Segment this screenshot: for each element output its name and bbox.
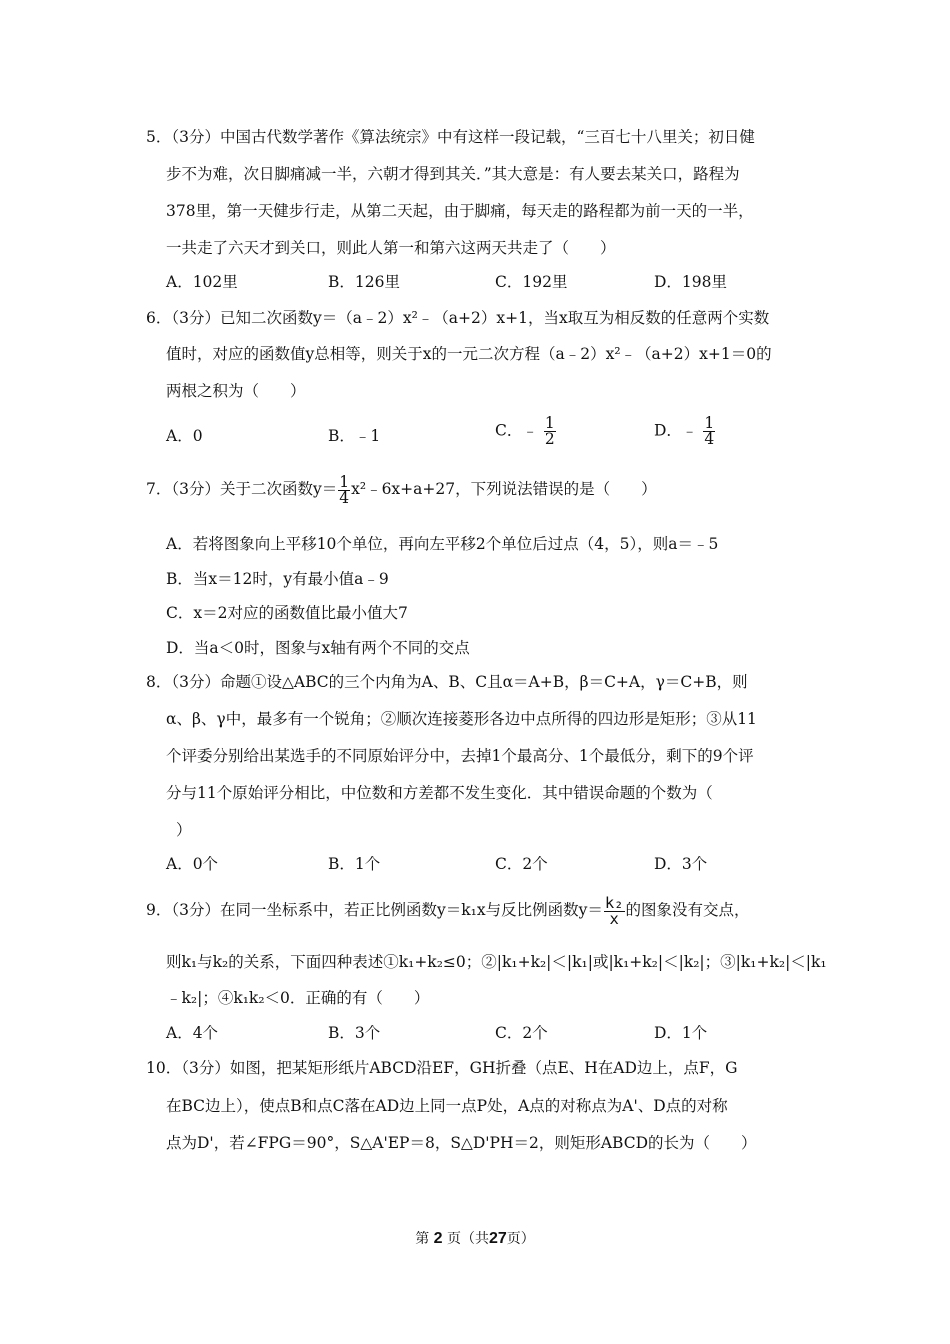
q5-line-2: 步不为难，次日脚痛减一半，六朝才得到其关．”其大意是：有人要去某关口，路程为 (166, 165, 740, 183)
q6-option-d (654, 416, 716, 447)
q5-line-1: 5．（3分）中国古代数学著作《算法统宗》中有这样一段记载，“三百七十八里关；初日健 (146, 128, 755, 146)
q7-stem-pre: 7．（3分）关于二次函数y＝ (146, 480, 338, 498)
q9-fraction (604, 893, 625, 928)
footer-prefix: 第 (415, 1231, 430, 1247)
q7-option-b: B．当x＝12时，y有最小值a﹣9 (166, 570, 389, 588)
current-page-number: 2 (433, 1230, 443, 1247)
q6-option-c-fraction (544, 416, 556, 447)
q5-option-b: B．126里 (328, 273, 400, 291)
fraction-denominator: 4 (339, 488, 350, 507)
q10-line-3: 点为D'，若∠FPG＝90°，S△A'EP＝8，S△D'PH＝2，则矩形ABCD的长为（ ） (166, 1134, 757, 1152)
page-footer (0, 1228, 950, 1248)
q6-option-a: A．0 (166, 427, 203, 445)
fraction-numerator: 1 (544, 414, 555, 432)
q8-line-2: α、β、γ中，最多有一个锐角；②顺次连接菱形各边中点所得的四边形是矩形；③从11 (166, 710, 757, 728)
q5-line-4: 一共走了六天才到关口，则此人第一和第六这两天共走了（ ） (166, 239, 616, 257)
q6-option-d-fraction (703, 416, 715, 447)
q5-line-3: 378里，第一天健步行走，从第二天起，由于脚痛，每天走的路程都为前一天的一半， (166, 202, 754, 220)
q7-option-a: A．若将图象向上平移10个单位，再向左平移2个单位后过点（4，5），则a＝﹣5 (166, 535, 719, 553)
q9-option-d: D．1个 (654, 1024, 708, 1042)
fraction-numerator: k₂ (604, 893, 624, 912)
fraction-numerator: 1 (339, 472, 350, 491)
total-page-count: 27 (489, 1230, 507, 1247)
q10-line-2: 在BC边上），使点B和点C落在AD边上同一点P处，A点的对称点为A'、D点的对称 (166, 1097, 728, 1115)
q7-option-c: C．x＝2对应的函数值比最小值大7 (166, 604, 408, 622)
q6-option-c-label: C．﹣ (495, 421, 538, 440)
q10-line-1: 10．（3分）如图，把某矩形纸片ABCD沿EF，GH折叠（点E、H在AD边上，点F，G (146, 1059, 738, 1077)
q6-option-b: B．﹣1 (328, 427, 381, 445)
q7-fraction (338, 472, 350, 507)
footer-suffix: 页） (506, 1231, 535, 1247)
q8-line-1: 8．（3分）命题①设△ABC的三个内角为A、B、C且α＝A+B，β＝C+A，γ＝C+B，则 (146, 673, 748, 691)
q8-option-d: D．3个 (654, 855, 708, 873)
q9-stem-pre: 9．（3分）在同一坐标系中，若正比例函数y＝k₁x与反比例函数y＝ (146, 901, 603, 919)
footer-middle: 页（共 (447, 1231, 489, 1247)
q9-options (166, 1023, 806, 1043)
q6-line-2: 值时，对应的函数值y总相等，则关于x的一元二次方程（a﹣2）x²﹣（a+2）x+1＝0的 (166, 345, 772, 363)
q9-line-2: 则k₁与k₂的关系，下面四种表述①k₁+k₂≤0；②|k₁+k₂|＜|k₁|或|k₁+k₂|＜|k₂|；③|k₁+k₂|＜|k₁ (166, 953, 827, 971)
q5-option-c: C．192里 (495, 273, 568, 291)
q9-option-b: B．3个 (328, 1024, 381, 1042)
q9-line-3: ﹣k₂|；④k₁k₂＜0．正确的有（ ） (166, 989, 430, 1007)
fraction-numerator: 1 (704, 414, 715, 432)
q8-line-5: ） (176, 821, 192, 839)
q9-stem (146, 893, 750, 927)
q9-option-c: C．2个 (495, 1024, 548, 1042)
q8-line-3: 个评委分别给出某选手的不同原始评分中，去掉1个最高分、1个最低分，剩下的9个评 (166, 747, 754, 765)
q6-option-d-label: D．﹣ (654, 421, 698, 440)
q8-option-c: C．2个 (495, 855, 548, 873)
q8-option-b: B．1个 (328, 855, 381, 873)
q5-option-a: A．102里 (166, 273, 238, 291)
fraction-denominator: x (609, 909, 619, 928)
q7-option-d: D．当a＜0时，图象与x轴有两个不同的交点 (166, 639, 470, 657)
q5-option-d: D．198里 (654, 273, 728, 291)
q8-line-4: 分与11个原始评分相比，中位数和方差都不发生变化．其中错误命题的个数为（ (166, 784, 713, 802)
q8-options (166, 854, 806, 874)
fraction-denominator: 4 (704, 430, 715, 448)
q6-line-3: 两根之积为（ ） (166, 382, 306, 400)
q5-options (166, 272, 806, 292)
q9-stem-post: 的图象没有交点， (625, 901, 750, 919)
q6-option-c (495, 416, 557, 447)
q8-option-a: A．0个 (166, 855, 219, 873)
q9-option-a: A．4个 (166, 1024, 219, 1042)
q6-line-1: 6．（3分）已知二次函数y＝（a﹣2）x²﹣（a+2）x+1，当x取互为相反数的任意两个实数 (146, 309, 770, 327)
q7-stem (146, 474, 657, 506)
fraction-denominator: 2 (544, 430, 555, 448)
q6-options (166, 414, 806, 448)
q7-stem-post: x²﹣6x+a+27，下列说法错误的是（ ） (351, 480, 657, 498)
